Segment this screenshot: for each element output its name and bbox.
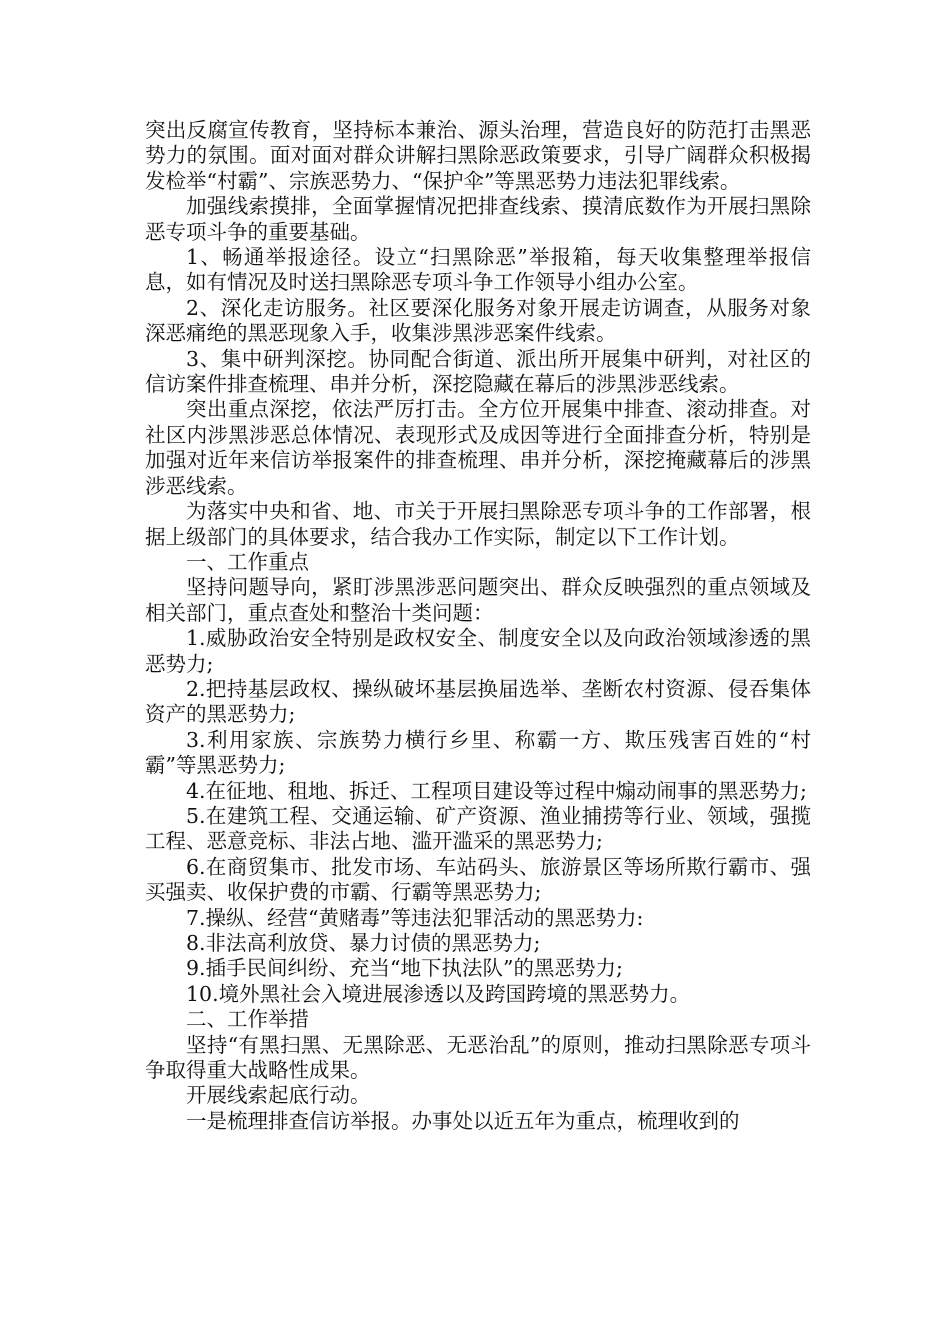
paragraph-plan-intro: 为落实中央和省、地、市关于开展扫黑除恶专项斗争的工作部署，根据上级部门的具体要求，结合我办工作实际，制定以下工作计划。 xyxy=(145,499,811,549)
list-item-3: 3.利用家族、宗族势力横行乡里、称霸一方、欺压残害百姓的“村霸”等黑恶势力; xyxy=(145,727,811,778)
paragraph-joint-analysis: 3、集中研判深挖。协同配合街道、派出所开展集中研判，对社区的信访案件排查梳理、串并分析，深挖隐藏在幕后的涉黑涉恶线索。 xyxy=(145,346,811,397)
paragraph-clue-screening: 加强线索摸排，全面掌握情况把排查线索、摸清底数作为开展扫黑除恶专项斗争的重要基础。 xyxy=(145,194,811,244)
paragraph-problem-oriented: 坚持问题导向，紧盯涉黑涉恶问题突出、群众反映强烈的重点领域及相关部门，重点查处和整治十类问题： xyxy=(145,575,811,625)
list-item-5: 5.在建筑工程、交通运输、矿产资源、渔业捕捞等行业、领域，强揽工程、恶意竞标、非法占地、滥开滥采的黑恶势力; xyxy=(145,803,811,854)
list-item-10: 10.境外黑社会入境进展渗透以及跨国跨境的黑恶势力。 xyxy=(186,981,691,1006)
paragraph-clue-action: 开展线索起底行动。 xyxy=(186,1083,371,1108)
list-item-9: 9.插手民间纠纷、充当“地下执法队”的黑恶势力; xyxy=(186,956,623,981)
paragraph-petition-review: 一是梳理排查信访举报。办事处以近五年为重点，梳理收到的 xyxy=(186,1108,740,1133)
paragraph-focus-strike: 突出重点深挖，依法严厉打击。全方位开展集中排查、滚动排查。对社区内涉黑涉恶总体情况、表现形式及成因等进行全面排查分析，特别是加强对近年来信访举报案件的排查梳理、串并分析，深挖掩藏幕后的涉黑涉恶线索。 xyxy=(145,397,811,498)
list-item-4: 4.在征地、租地、拆迁、工程项目建设等过程中煽动闹事的黑恶势力; xyxy=(186,778,807,803)
section-heading-work-measures: 二、工作举措 xyxy=(186,1007,309,1032)
list-item-8: 8.非法高利放贷、暴力讨债的黑恶势力; xyxy=(186,931,541,955)
section-heading-work-focus: 一、工作重点 xyxy=(186,549,309,574)
paragraph-report-channel: 1、畅通举报途径。设立“扫黑除恶”举报箱，每天收集整理举报信息，如有情况及时送扫黑除恶专项斗争工作领导小组办公室。 xyxy=(145,245,811,295)
list-item-1: 1.威胁政治安全特别是政权安全、制度安全以及向政治领域渗透的黑恶势力; xyxy=(145,626,811,676)
paragraph-principle: 坚持“有黑扫黑、无黑除恶、无恶治乱”的原则，推动扫黑除恶专项斗争取得重大战略性成果。 xyxy=(145,1032,811,1083)
list-item-6: 6.在商贸集市、批发市场、车站码头、旅游景区等场所欺行霸市、强买强卖、收保护费的市霸、行霸等黑恶势力; xyxy=(145,854,811,905)
list-item-2: 2.把持基层政权、操纵破坏基层换届选举、垄断农村资源、侵吞集体资产的黑恶势力; xyxy=(145,676,811,727)
paragraph-intro: 突出反腐宣传教育，坚持标本兼治、源头治理，营造良好的防范打击黑恶势力的氛围。面对面对群众讲解扫黑除恶政策要求，引导广阔群众积极揭发检举“村霸”、宗族恶势力、“保护伞”等黑恶势力违法犯罪线索。 xyxy=(145,118,811,193)
list-item-7: 7.操纵、经营“黄赌毒”等违法犯罪活动的黑恶势力: xyxy=(186,905,644,930)
document-page xyxy=(145,118,811,1134)
paragraph-visit-service: 2、深化走访服务。社区要深化服务对象开展走访调查，从服务对象深恶痛绝的黑恶现象入手，收集涉黑涉恶案件线索。 xyxy=(145,295,811,346)
